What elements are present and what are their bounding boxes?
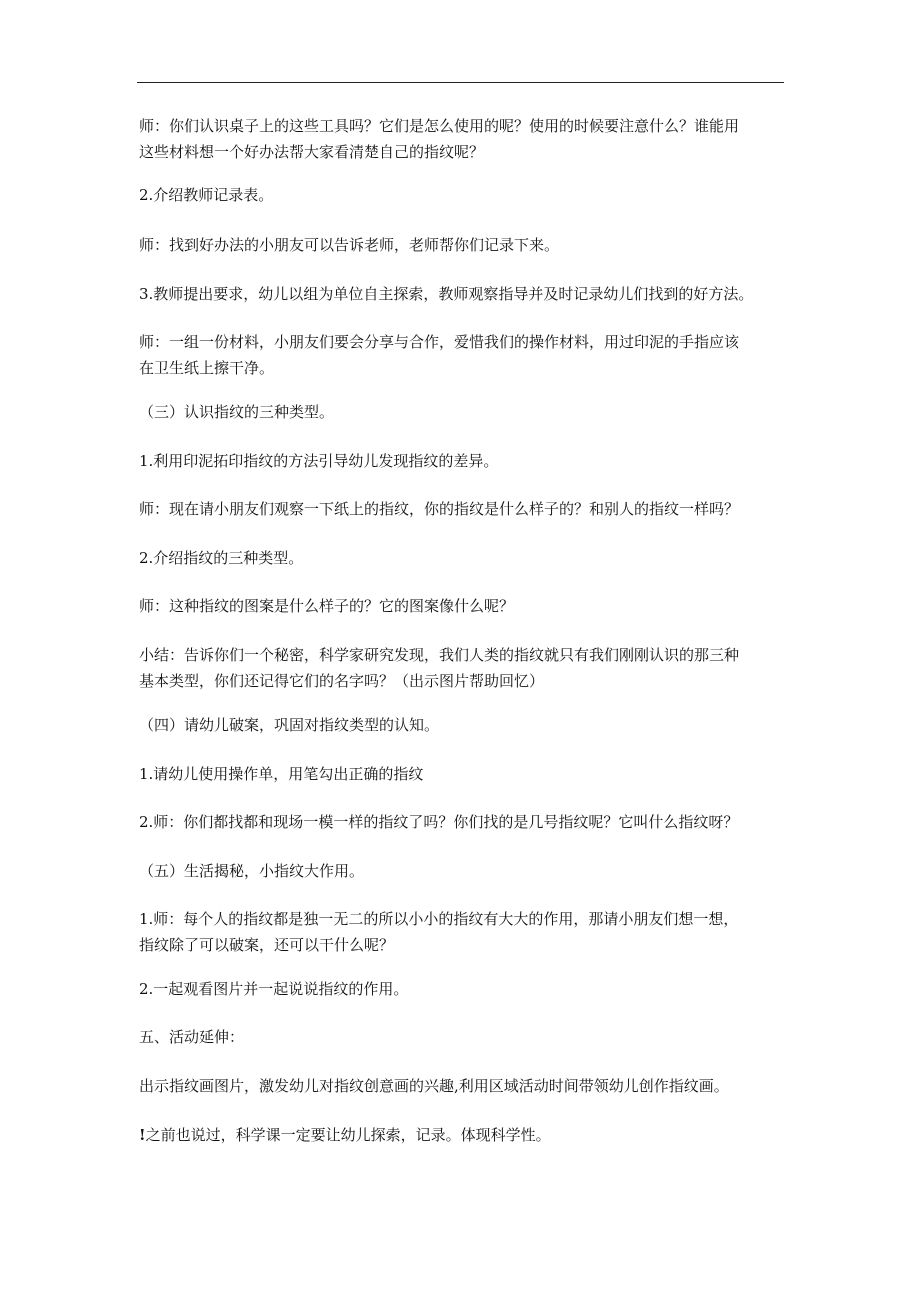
- text-line: 1.请幼儿使用操作单，用笔勾出正确的指纹: [139, 765, 424, 783]
- text-line: 2.介绍教师记录表。: [139, 186, 274, 204]
- text-line: 指纹除了可以破案，还可以干什么呢？: [139, 936, 395, 954]
- paragraph: [139, 399, 789, 425]
- text-line: 2.师：你们都找都和现场一模一样的指纹了吗？你们找的是几号指纹呢？它叫什么指纹呀？: [139, 813, 739, 831]
- paragraph: [139, 545, 789, 571]
- text-line: 小结：告诉你们一个秘密，科学家研究发现，我们人类的指纹就只有我们刚刚认识的那三种: [139, 646, 740, 664]
- text-line: 师：找到好办法的小朋友可以告诉老师，老师帮你们记录下来。: [139, 236, 560, 254]
- paragraph: [139, 448, 789, 474]
- header-rule: [137, 82, 784, 83]
- paragraph: [139, 642, 789, 694]
- paragraph: [139, 593, 789, 619]
- note-mark: !: [139, 1126, 146, 1144]
- paragraph: [139, 906, 789, 958]
- text-line: 1.师：每个人的指纹都是独一无二的所以小小的指纹有大大的作用，那请小朋友们想一想，: [139, 910, 739, 928]
- paragraph: [139, 182, 789, 208]
- text-line: 3.教师提出要求，幼儿以组为单位自主探索，教师观察指导并及时记录幼儿们找到的好方法。: [139, 285, 754, 303]
- text-line: 基本类型，你们还记得它们的名字吗？（出示图片帮助回忆）: [139, 672, 545, 690]
- text-line: 师：你们认识桌子上的这些工具吗？它们是怎么使用的呢？使用的时候要注意什么？谁能用: [139, 117, 740, 135]
- note-text: 之前也说过，科学课一定要让幼儿探索，记录。体现科学性。: [145, 1126, 551, 1144]
- text-line: [139, 1122, 789, 1148]
- paragraph: [139, 1073, 789, 1099]
- text-line: 1.利用印泥拓印指纹的方法引导幼儿发现指纹的差异。: [139, 452, 499, 470]
- text-line: 2.介绍指纹的三种类型。: [139, 549, 304, 567]
- paragraph: [139, 761, 789, 787]
- text-line: 在卫生纸上擦干净。: [139, 359, 275, 377]
- text-line: 五、活动延伸：: [139, 1028, 245, 1046]
- text-line: 师：这种指纹的图案是什么样子的？它的图案像什么呢？: [139, 597, 515, 615]
- paragraph: [139, 281, 789, 307]
- paragraph: [139, 329, 789, 381]
- text-line: 这些材料想一个好办法帮大家看清楚自己的指纹呢？: [139, 143, 485, 161]
- text-line: （四）请幼儿破案，巩固对指纹类型的认知。: [139, 716, 440, 734]
- paragraph: [139, 858, 789, 884]
- paragraph: [139, 1024, 789, 1050]
- note-paragraph: [139, 1122, 789, 1148]
- paragraph: [139, 496, 789, 522]
- paragraph: [139, 712, 789, 738]
- text-line: 师：现在请小朋友们观察一下纸上的指纹，你的指纹是什么样子的？和别人的指纹一样吗？: [139, 500, 740, 518]
- text-line: （五）生活揭秘，小指纹大作用。: [139, 862, 365, 880]
- paragraph: [139, 976, 789, 1002]
- paragraph: [139, 113, 789, 165]
- text-line: 2.一起观看图片并一起说说指纹的作用。: [139, 980, 409, 998]
- paragraph: [139, 232, 789, 258]
- text-line: 师：一组一份材料，小朋友们要会分享与合作，爱惜我们的操作材料，用过印泥的手指应该: [139, 333, 740, 351]
- paragraph: [139, 809, 789, 835]
- text-line: （三）认识指纹的三种类型。: [139, 403, 335, 421]
- text-line: 出示指纹画图片，激发幼儿对指纹创意画的兴趣,利用区域活动时间带领幼儿创作指纹画。: [139, 1077, 729, 1095]
